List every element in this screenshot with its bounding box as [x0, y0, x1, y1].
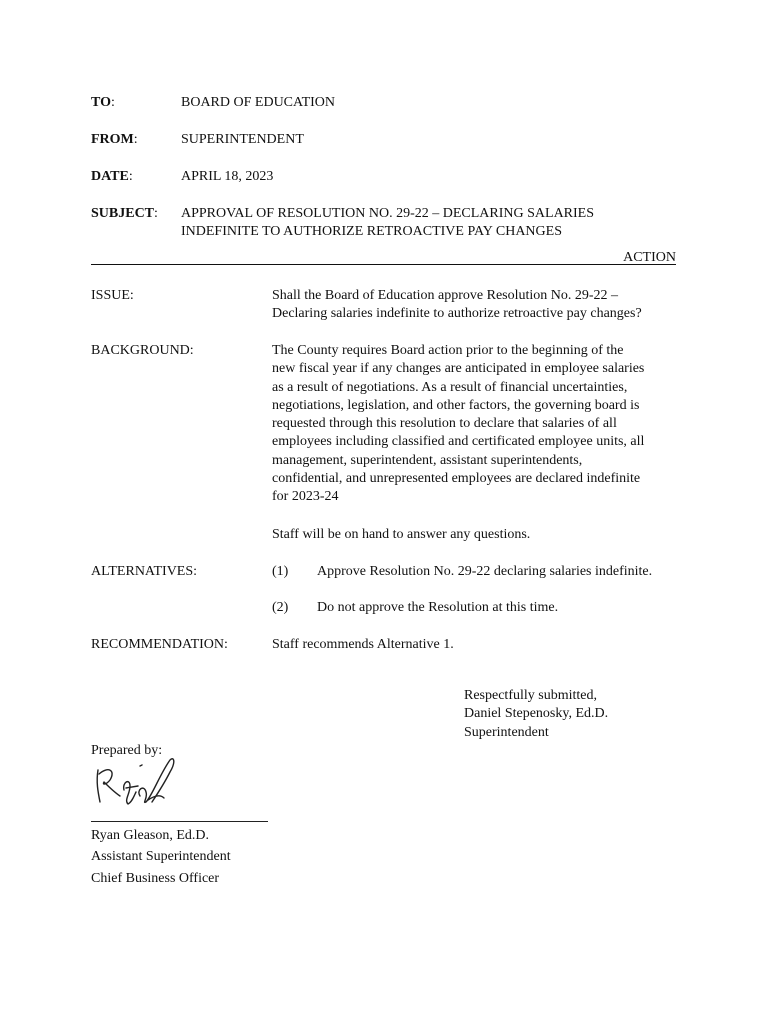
preparer-block	[91, 827, 231, 888]
issue-label: ISSUE:	[91, 288, 134, 303]
background-line: requested through this resolution to declare that salaries of all	[272, 416, 617, 432]
submitter-name: Daniel Stepenosky, Ed.D.	[464, 706, 609, 722]
prepared-by-label: Prepared by:	[91, 743, 163, 758]
background-line: The County requires Board action prior to the beginning of the	[272, 343, 624, 358]
header-divider	[91, 264, 676, 265]
background-line: employees including classified and certificated employee units, all	[272, 434, 645, 450]
to-label: TO:	[91, 95, 115, 110]
to-value: BOARD OF EDUCATION	[181, 95, 336, 110]
background-label: BACKGROUND:	[91, 343, 194, 358]
recommendation-text: Staff recommends Alternative 1.	[272, 637, 454, 652]
signature-image	[90, 752, 190, 814]
background-line: as a result of negotiations. As a result of financial uncertainties,	[272, 379, 628, 395]
preparer-name: Ryan Gleason, Ed.D.	[91, 828, 210, 843]
alternative-text: Approve Resolution No. 29-22 declaring salaries indefinite.	[317, 564, 653, 579]
background-line: negotiations, legislation, and other factors, the governing board is	[272, 397, 640, 413]
signature-line	[91, 821, 268, 822]
from-label: FROM:	[91, 132, 138, 147]
issue-line: Shall the Board of Education approve Resolution No. 29-22 –	[272, 288, 619, 303]
alternative-number: (1)	[272, 564, 289, 579]
alternative-text: Do not approve the Resolution at this time.	[317, 600, 559, 615]
preparer-title: Assistant Superintendent	[91, 849, 231, 865]
alternatives-label: ALTERNATIVES:	[91, 564, 198, 579]
alternative-number: (2)	[272, 600, 289, 615]
submitter-title: Superintendent	[464, 724, 549, 740]
subject-line-1: APPROVAL OF RESOLUTION NO. 29-22 – DECLARING SALARIES	[181, 206, 595, 221]
submitted-block	[464, 687, 608, 742]
background-line: confidential, and unrepresented employees are declared indefinite	[272, 471, 641, 487]
background-body	[272, 342, 682, 507]
preparer-title: Chief Business Officer	[91, 870, 220, 886]
from-value: SUPERINTENDENT	[181, 132, 304, 147]
recommendation-label: RECOMMENDATION:	[91, 637, 228, 652]
background-line: new fiscal year if any changes are anticipated in employee salaries	[272, 361, 645, 377]
date-value: APRIL 18, 2023	[181, 169, 274, 184]
background-line: for 2023-24	[272, 489, 339, 505]
action-label: ACTION	[623, 250, 676, 265]
background-note: Staff will be on hand to answer any questions.	[272, 527, 531, 542]
subject-label: SUBJECT:	[91, 206, 158, 221]
issue-body	[272, 287, 682, 324]
background-line: management, superintendent, assistant superintendents,	[272, 452, 583, 468]
subject-line-2: INDEFINITE TO AUTHORIZE RETROACTIVE PAY CHANGES	[181, 224, 562, 239]
issue-line: Declaring salaries indefinite to authorize retroactive pay changes?	[272, 306, 642, 322]
submitted-line: Respectfully submitted,	[464, 688, 597, 703]
date-label: DATE:	[91, 169, 133, 184]
